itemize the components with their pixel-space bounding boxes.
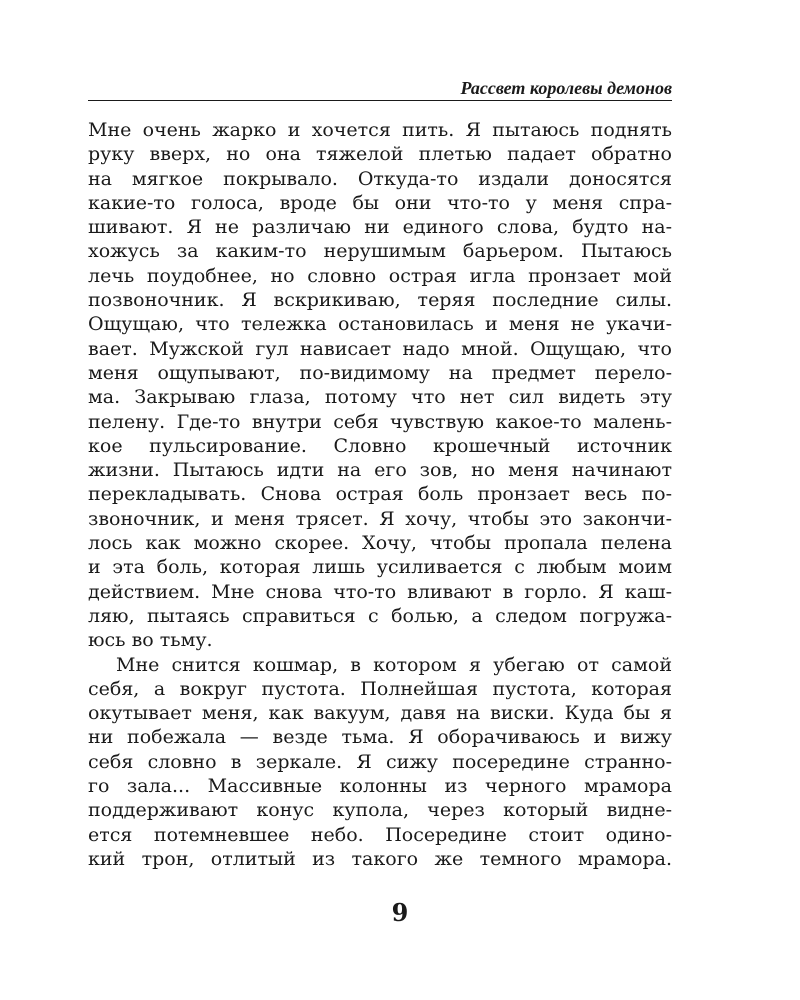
text-line: и эта боль, которая лишь усиливается с любым моим — [88, 556, 672, 579]
text-line: ни побежала — везде тьма. Я оборачиваюсь и вижу — [88, 726, 672, 749]
text-line: ется потемневшее небо. Посередине стоит одино- — [88, 823, 672, 846]
paragraph-2 — [88, 653, 672, 872]
text-line: окутывает меня, как вакуум, давя на виски. Куда бы я — [88, 702, 672, 725]
text-line: звоночник, и меня трясет. Я хочу, чтобы это закончи- — [88, 507, 672, 530]
text-line: поддерживают конус купола, через который виднe- — [88, 799, 672, 822]
text-line: какие-то голоса, вроде бы они что-то у меня спра- — [88, 191, 672, 214]
text-line: кий трон, отлитый из такого же темного мрамора. — [88, 847, 672, 870]
page-body — [88, 118, 672, 871]
text-line: себя, а вокруг пустота. Полнейшая пустота, которая — [88, 677, 672, 700]
text-line: меня ощупывают, по-видимому на предмет перело- — [88, 361, 672, 384]
text-line: лечь поудобнее, но словно острая игла пронзает мой — [88, 264, 672, 287]
text-line: хожусь за каким-то нерушимым барьером. Пытаюсь — [88, 240, 672, 263]
running-header: Рассвет королевы демонов — [460, 78, 672, 98]
text-line: ма. Закрываю глаза, потому что нет сил видеть эту — [88, 386, 672, 409]
text-line: на мягкое покрывало. Откуда-то издали доносятся — [88, 167, 672, 190]
text-line: вает. Мужской гул нависает надо мной. Ощущаю, что — [88, 337, 672, 360]
text-line: перекладывать. Снова острая боль пронзает весь по- — [88, 483, 672, 506]
page-number: 9 — [391, 898, 409, 927]
text-line: Мне очень жарко и хочется пить. Я пытаюсь поднять — [88, 119, 672, 141]
text-line: руку вверх, но она тяжелой плетью падает обратно — [88, 143, 672, 166]
paragraph-1 — [88, 118, 672, 653]
text-line: жизни. Пытаюсь идти на его зов, но меня начинают — [88, 459, 672, 482]
header-rule — [88, 100, 672, 101]
text-line: действием. Мне снова что-то вливают в горло. Я каш- — [88, 580, 672, 603]
text-line: себя словно в зеркале. Я сижу посередине странно- — [88, 750, 672, 773]
text-line: юсь во тьму. — [88, 629, 213, 652]
text-line: Мне снится кошмар, в котором я убегаю от самой — [116, 653, 672, 676]
text-line: ляю, пытаясь справиться с болью, а следом погружа- — [88, 604, 672, 627]
text-line: позвоночник. Я вскрикиваю, теряя последние силы. — [88, 289, 672, 312]
text-line: шивают. Я не различаю ни единого слова, будто на- — [88, 216, 672, 239]
text-line: Ощущаю, что тележка остановилась и меня не укачи- — [88, 313, 672, 336]
text-line: кое пульсирование. Словно крошечный источник — [88, 434, 672, 457]
text-line: пелену. Где-то внутри себя чувствую какое-то малень- — [88, 410, 672, 433]
text-line: лось как можно скорее. Хочу, чтобы пропала пелена — [88, 532, 672, 555]
text-line: го зала... Массивные колонны из черного мрамора — [88, 775, 672, 798]
